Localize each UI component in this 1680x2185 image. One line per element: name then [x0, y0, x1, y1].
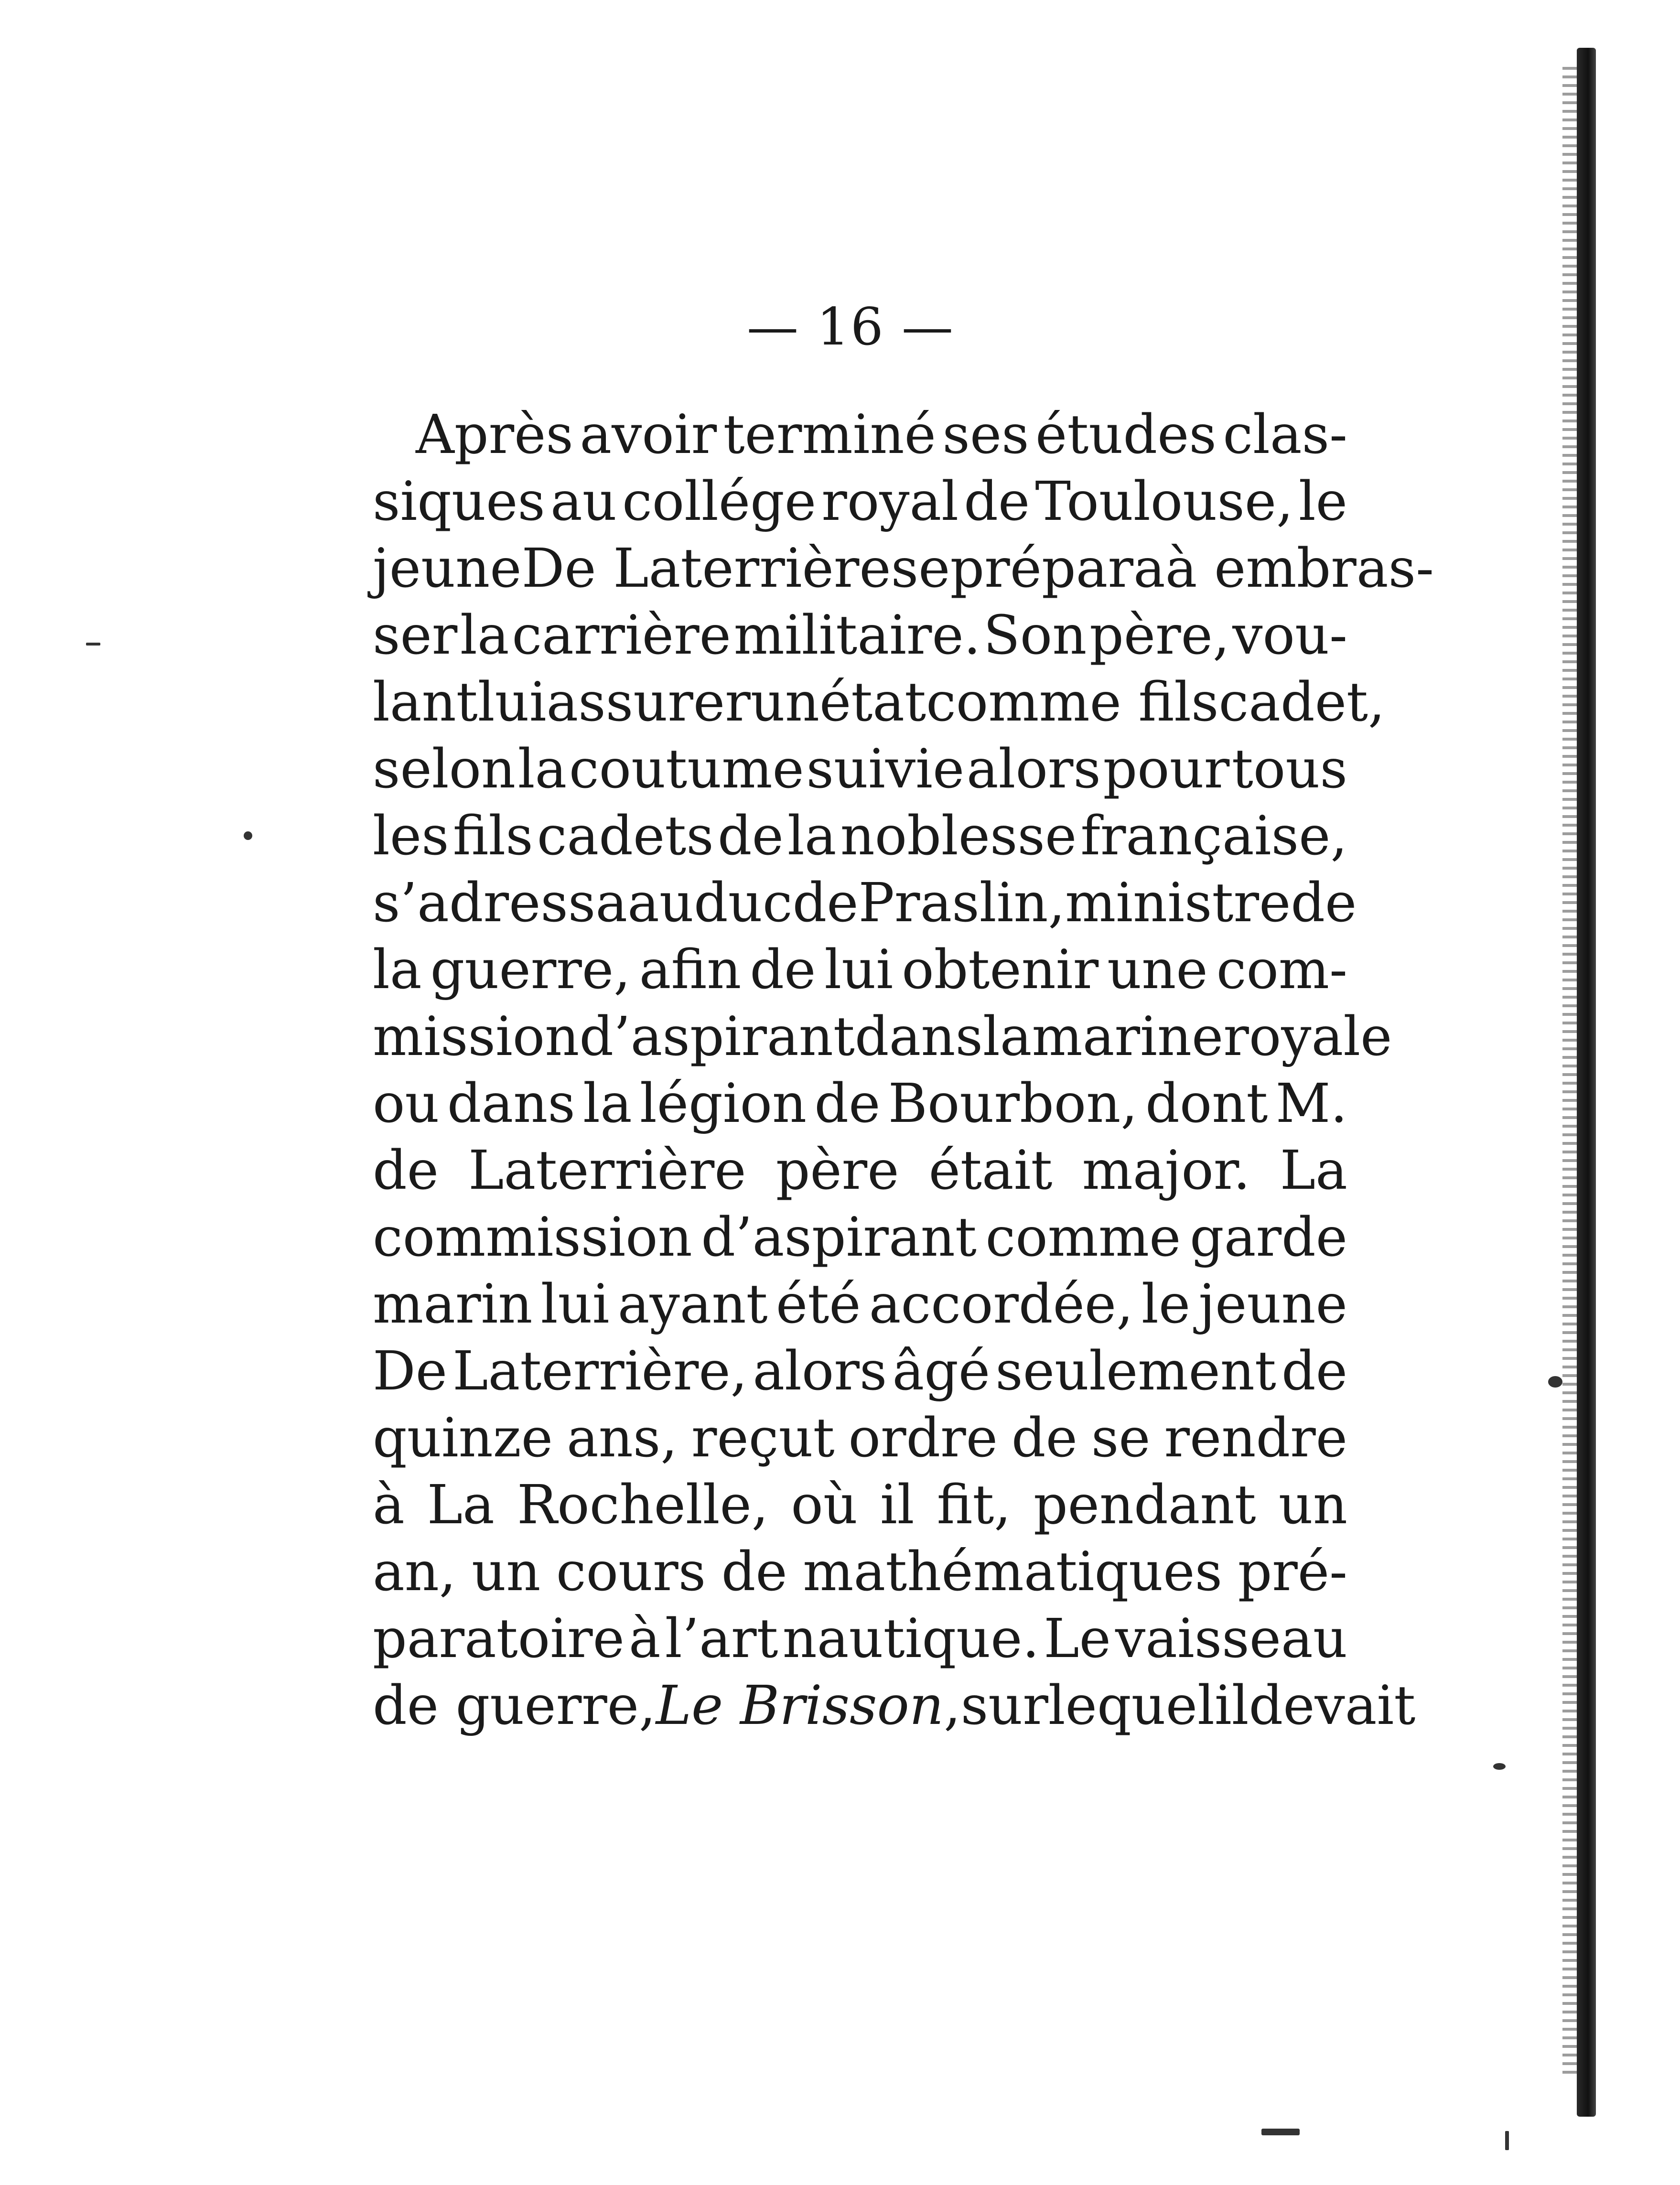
word: à	[373, 1474, 405, 1536]
word: lequel	[1048, 1675, 1215, 1737]
word: Laterrière,	[452, 1340, 748, 1402]
word: Son	[983, 604, 1087, 667]
word: coutume	[569, 738, 804, 800]
word: la	[982, 1006, 1032, 1068]
word: études	[1035, 404, 1217, 466]
word: accordée,	[869, 1273, 1133, 1335]
word: la	[517, 738, 567, 800]
word: les	[373, 805, 449, 867]
text-line	[373, 1271, 1347, 1338]
word: père,	[1089, 604, 1230, 667]
word: ou	[373, 1073, 440, 1135]
word: il	[880, 1474, 915, 1536]
word: il	[1214, 1675, 1249, 1737]
word: cadet,	[1218, 671, 1385, 733]
word: de	[1011, 1407, 1077, 1469]
word: Le	[1044, 1608, 1111, 1670]
text-line	[373, 1605, 1347, 1672]
word: s’adressa	[373, 872, 628, 934]
word: un	[1278, 1474, 1347, 1536]
text-line	[373, 803, 1347, 870]
word: obtenir	[902, 939, 1099, 1001]
word: le	[1142, 1273, 1191, 1335]
text-line	[373, 1539, 1347, 1605]
word: au	[627, 872, 694, 934]
word: quinze	[373, 1407, 553, 1469]
scan-speck	[1493, 1763, 1506, 1770]
word: lui	[477, 671, 547, 733]
word: dans	[854, 1006, 983, 1068]
word: comme fils	[926, 671, 1219, 733]
word: vaisseau	[1115, 1608, 1347, 1670]
word: royale	[1223, 1006, 1392, 1068]
word: légion	[639, 1073, 807, 1135]
word: alors	[753, 1340, 887, 1402]
word: pendant	[1033, 1474, 1256, 1536]
word: nautique.	[782, 1608, 1040, 1670]
word: de	[373, 1140, 439, 1202]
word: de guerre,	[373, 1675, 656, 1737]
word: De	[373, 1340, 448, 1402]
word: âgé	[892, 1340, 991, 1402]
word: à embras-	[1165, 538, 1434, 600]
word: suivie	[806, 738, 965, 800]
word: lui	[824, 939, 894, 1001]
word: lant	[373, 671, 478, 733]
word: le	[1298, 471, 1347, 533]
word: an,	[373, 1541, 456, 1603]
text-line	[373, 1472, 1347, 1539]
scan-speck	[1548, 1376, 1562, 1388]
word: française,	[1080, 805, 1347, 867]
word: ordre	[848, 1407, 998, 1469]
text-line	[373, 468, 1347, 535]
word: Bourbon,	[888, 1073, 1138, 1135]
word: de	[721, 1541, 787, 1603]
text-line	[373, 936, 1347, 1003]
word: dont	[1145, 1073, 1268, 1135]
word: commission	[373, 1206, 692, 1269]
word: de	[814, 1073, 881, 1135]
text-line	[373, 669, 1385, 736]
word: Après	[416, 404, 573, 466]
word: militaire.	[733, 604, 981, 667]
text-line	[373, 736, 1347, 803]
word: Le Brisson,	[656, 1675, 961, 1737]
word: seulement	[995, 1340, 1276, 1402]
word: d’aspirant	[579, 1006, 855, 1068]
word: Praslin,	[858, 872, 1066, 934]
text-line	[373, 401, 1347, 468]
text-line	[373, 1338, 1347, 1405]
word: la	[787, 805, 837, 867]
word: la	[373, 939, 422, 1001]
word: garde	[1190, 1206, 1347, 1269]
word: l’art	[665, 1608, 778, 1670]
scan-speck	[244, 831, 252, 840]
word: tous	[1231, 738, 1347, 800]
word: Rochelle,	[517, 1474, 769, 1536]
word: major.	[1082, 1140, 1250, 1202]
word: fit,	[937, 1474, 1011, 1536]
word: la	[460, 604, 509, 667]
word: un	[472, 1541, 541, 1603]
word: cadets	[537, 805, 714, 867]
word: paratoire	[373, 1608, 625, 1670]
word: état	[819, 671, 926, 733]
text-line	[373, 870, 1357, 936]
word: De Laterrière	[521, 538, 891, 600]
text-line	[373, 1003, 1392, 1070]
text-line	[373, 1204, 1347, 1271]
word: royal	[821, 471, 959, 533]
word: marine	[1032, 1006, 1224, 1068]
word: fils	[452, 805, 533, 867]
word: vou-	[1232, 604, 1347, 667]
word: avoir	[580, 404, 717, 466]
word: ayant	[617, 1273, 768, 1335]
word: de	[750, 939, 816, 1001]
word: sur	[960, 1675, 1048, 1737]
word: une	[1107, 939, 1208, 1001]
word: de	[1282, 1340, 1347, 1402]
body-text	[373, 401, 1434, 1739]
word: comme	[985, 1206, 1181, 1269]
word: la	[583, 1073, 632, 1135]
word: devait	[1249, 1675, 1416, 1737]
word: d’aspirant	[701, 1206, 977, 1269]
scan-speck	[1261, 2129, 1300, 2135]
word: duc	[694, 872, 793, 934]
word: dans	[447, 1073, 575, 1135]
word: pour	[1103, 738, 1230, 800]
word: lui	[540, 1273, 610, 1335]
word: mission	[373, 1006, 580, 1068]
word: siques	[373, 471, 545, 533]
word: de	[1291, 872, 1357, 934]
word: où	[791, 1474, 858, 1536]
word: selon	[373, 738, 516, 800]
word: clas-	[1223, 404, 1347, 466]
word: au	[550, 471, 617, 533]
page-number: — 16 —	[746, 297, 955, 357]
word: guerre,	[430, 939, 631, 1001]
word: se	[891, 538, 950, 600]
word: collége	[622, 471, 817, 533]
word: M.	[1275, 1073, 1347, 1135]
word: de	[964, 471, 1030, 533]
word: La	[1280, 1140, 1347, 1202]
word: de	[792, 872, 859, 934]
text-line	[373, 535, 1434, 602]
binding-fringe	[1562, 67, 1577, 2074]
binding-edge	[1577, 48, 1596, 2117]
word: com-	[1216, 939, 1347, 1001]
text-line	[373, 1405, 1347, 1472]
word: Laterrière	[468, 1140, 746, 1202]
word: de	[717, 805, 784, 867]
word: Toulouse,	[1035, 471, 1293, 533]
word: noblesse	[840, 805, 1077, 867]
word: mathématiques	[803, 1541, 1223, 1603]
word: reçut	[691, 1407, 835, 1469]
word: se	[1091, 1407, 1151, 1469]
word: assurer	[546, 671, 751, 733]
word: jeune	[1198, 1273, 1347, 1335]
word: afin	[639, 939, 742, 1001]
word: pré-	[1238, 1541, 1347, 1603]
scan-speck	[86, 643, 100, 646]
word: ses	[942, 404, 1029, 466]
word: cours	[556, 1541, 706, 1603]
text-line	[373, 1672, 1416, 1739]
word: ser	[373, 604, 458, 667]
word: alors	[966, 738, 1101, 800]
word: carrière	[512, 604, 731, 667]
word: ans,	[567, 1407, 678, 1469]
word: été	[775, 1273, 861, 1335]
text-line	[373, 1070, 1347, 1137]
word: était	[928, 1140, 1053, 1202]
word: rendre	[1164, 1407, 1347, 1469]
word: un	[750, 671, 819, 733]
text-line	[373, 1137, 1347, 1204]
text-line	[373, 602, 1347, 669]
word: prépara	[950, 538, 1165, 600]
scan-speck	[1505, 2131, 1509, 2150]
word: père	[775, 1140, 899, 1202]
word: terminé	[723, 404, 936, 466]
word: jeune	[373, 538, 522, 600]
word: marin	[373, 1273, 533, 1335]
word: La	[427, 1474, 495, 1536]
word: ministre	[1065, 872, 1291, 934]
word: à	[628, 1608, 661, 1670]
